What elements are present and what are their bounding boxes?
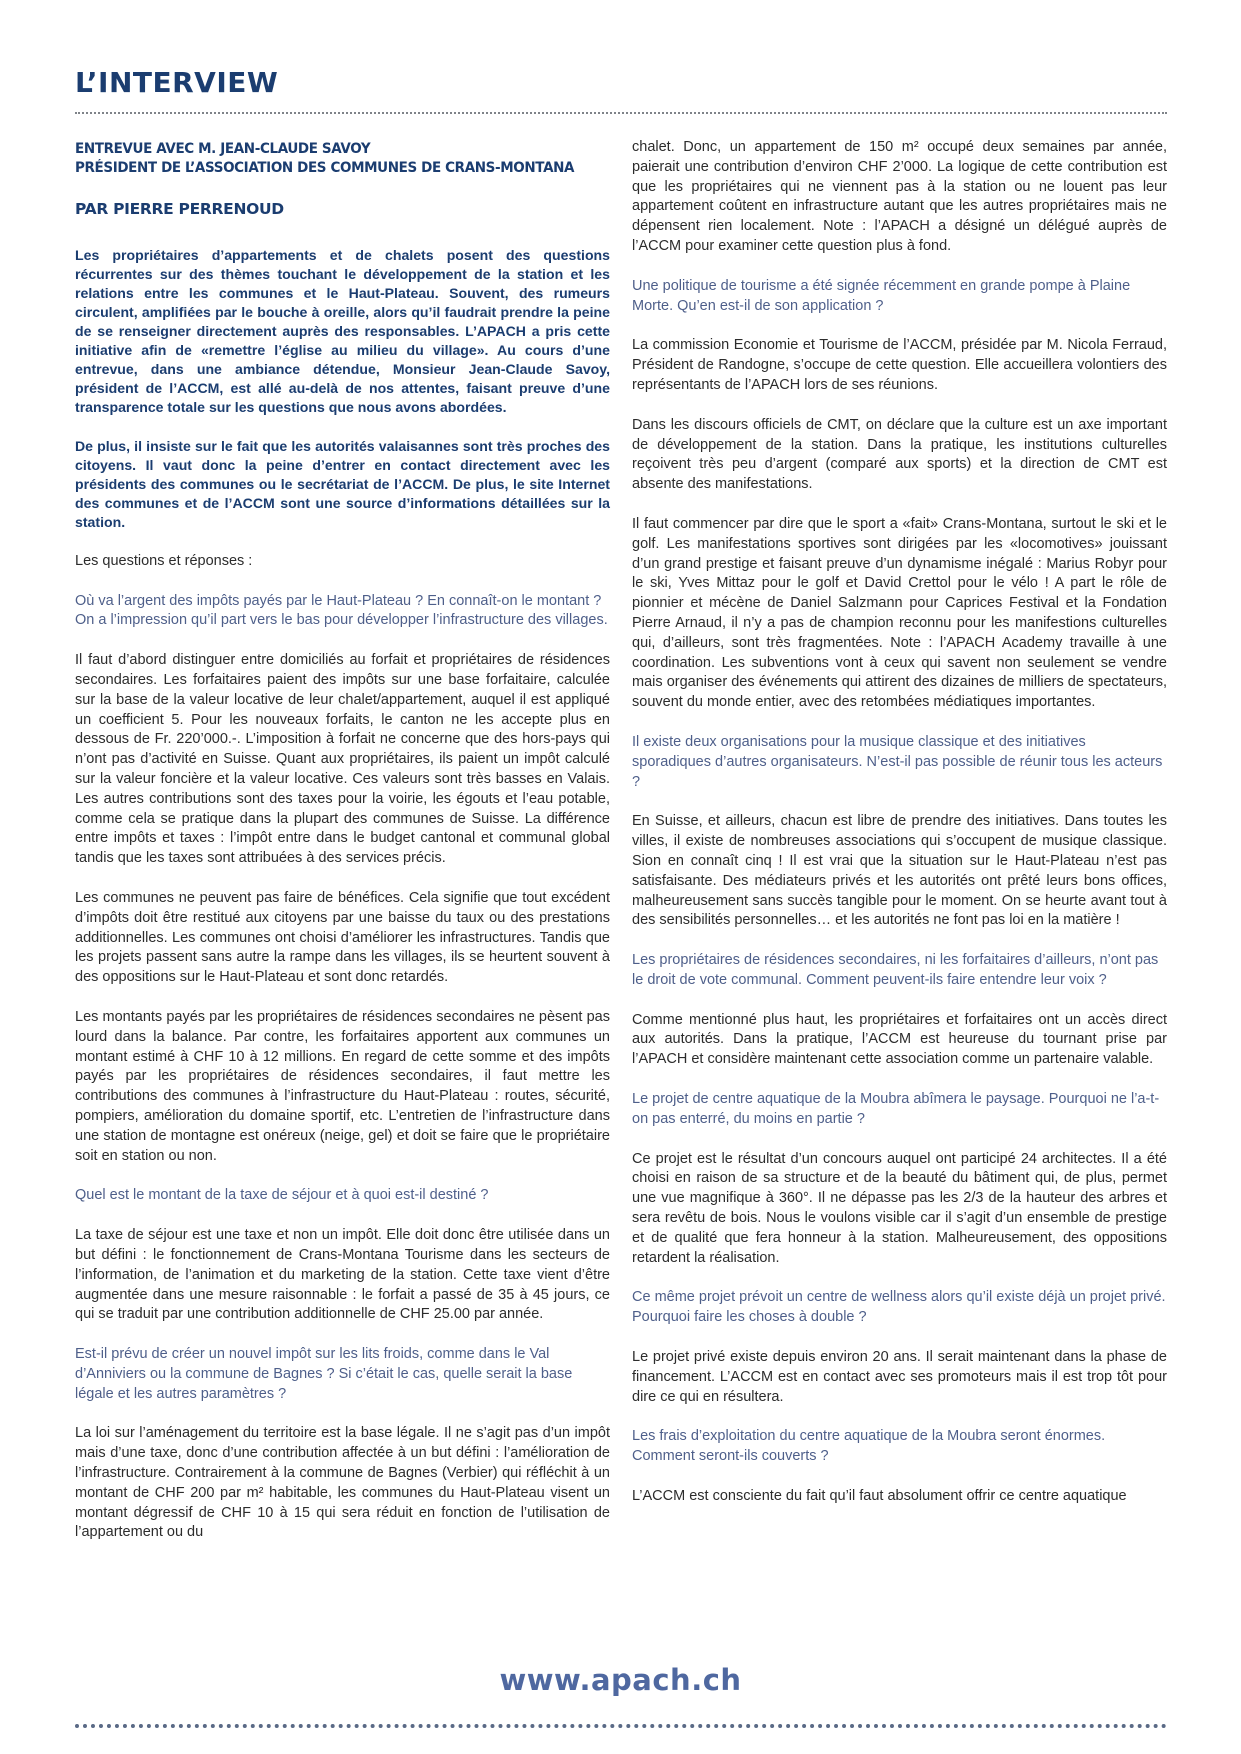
bottom-dotted-divider bbox=[75, 1724, 1167, 1728]
question-paragraph: Où va l’argent des impôts payés par le Haut-Plateau ? En connaît-on le montant ? On a l’impression qu’il part vers le bas pour développer l’infrastructure des villages. bbox=[75, 592, 608, 629]
question-paragraph: Les propriétaires de résidences secondaires, ni les forfaitaires d’ailleurs, n’ont pas le droit de vote communal. Comment peuvent-ils faire entendre leur voix ? bbox=[632, 952, 1159, 988]
answer-paragraph: Les communes ne peuvent pas faire de bénéfices. Cela signifie que tout excédent d’impôts doit être restitué aux citoyens par une baisse du taux ou des prestations additionnelles. Les communes ont choisi d’améliorer les infrastructures. Tandis que les projets passent sans autre la rampe dans les villages, ils se heurtent souvent à des oppositions sur le Haut-Plateau et sont donc retardés. bbox=[75, 889, 610, 986]
intro-paragraph: De plus, il insiste sur le fait que les autorités valaisannes sont très proches des citoyens. Il vaut donc la peine d’entrer en contact directement avec les présidents des communes ou le secrétariat de l’ACCM. De plus, le site Internet des communes et de l’ACCM sont une source d’informations détaillées sur la station. bbox=[75, 437, 610, 530]
answer-paragraph: La commission Economie et Tourisme de l’ACCM, présidée par M. Nicola Ferraud, Président de Randogne, s’occupe de cette question. Elle accueillera volontiers des représentants de l’APACH lors de ses réunions. bbox=[632, 337, 1167, 393]
right-text-flow bbox=[632, 138, 1167, 1507]
answer-paragraph: Dans les discours officiels de CMT, on déclare que la culture est un axe important de développement de la station. Dans la pratique, les institutions culturelles reçoivent très peu d’argent (comparé aux sports) et la direction de CMT est absente des manifestations. bbox=[632, 416, 1167, 493]
answer-paragraph: Il faut commencer par dire que le sport a «fait» Crans-Montana, surtout le ski et le golf. Les manifestations sportives sont dirigées par les «locomotives» jouissant d’un grand prestige et faisant preuve d’un dynamisme inégalé : Marius Robyr pour le ski, Yves Mittaz pour le golf et David Crettol pour le vélo ! A part le rôle de pionnier et mécène de Daniel Salzmann pour Caprices Festival et la Fondation Pierre Arnaud, il n’y a pas de champion reconnu pour les manifestions culturelles qui, d’ailleurs, sont très fragmentées. Note : l’APACH Academy travaille à une coordination. Les subventions vont à ceux qui savent non seulement se vendre mais organiser des événements qui attirent des dizaines de milliers de spectateurs, souvent du monde entier, avec des retombées médiatiques importantes. bbox=[632, 515, 1167, 711]
section-title: L’INTERVIEW bbox=[75, 66, 279, 99]
article-title-line-2: PRÉSIDENT DE L’ASSOCIATION DES COMMUNES DE CRANS-MONTANA bbox=[75, 160, 575, 176]
question-paragraph: Quel est le montant de la taxe de séjour et à quoi est-il destiné ? bbox=[75, 1187, 489, 1204]
question-paragraph: Ce même projet prévoit un centre de wellness alors qu’il existe déjà un projet privé. Pourquoi faire les choses à double ? bbox=[632, 1289, 1166, 1326]
left-text-flow bbox=[75, 592, 610, 1544]
question-paragraph: Une politique de tourisme a été signée récemment en grande pompe à Plaine Morte. Qu’en est-il de son application ? bbox=[632, 277, 1131, 314]
question-paragraph: Est-il prévu de créer un nouvel impôt sur les lits froids, comme dans le Val d’Anniviers ou la commune de Bagnes ? Si c’était le cas, quelle serait la base légale et les autres paramètres ? bbox=[75, 1346, 573, 1402]
left-column bbox=[75, 140, 610, 1563]
lead-text: Les questions et réponses : bbox=[75, 552, 253, 569]
answer-paragraph: Il faut d’abord distinguer entre domiciliés au forfait et propriétaires de résidences secondaires. Les forfaitaires paient des impôts sur une base forfaitaire, calculée sur la base de la valeur locative de leur chalet/appartement, auquel il est appliqué un coefficient 5. Pour les nouveaux forfaits, le canton ne les accepte plus en dessous de Fr. 220’000.-. L’imposition à forfait ne concerne que des hors-pays qui n’ont pas d’activité en Suisse. Quant aux propriétaires, ils paient un impôt calculé sur la valeur foncière et la valeur locative. Ces valeurs sont très basses en Valais. Les autres contributions sont des taxes pour la voirie, les égouts et l’eau potable, comme cela se pratique dans la plupart des communes de Suisse. La différence entre impôts et taxes : l’impôt entre dans le budget cantonal et communal global tandis que les taxes sont attribuées à des services précis. bbox=[75, 652, 610, 867]
question-paragraph: Les frais d’exploitation du centre aquatique de la Moubra seront énormes. Comment seront-ils couverts ? bbox=[632, 1428, 1106, 1465]
answer-paragraph: Comme mentionné plus haut, les propriétaires et forfaitaires ont un accès direct aux autorités. Dans la pratique, l’ACCM est heureuse du tournant prise par l’APACH et considère maintenant cette association comme un partenaire valable. bbox=[632, 1011, 1167, 1068]
article-title-line-1: ENTREVUE AVEC M. JEAN-CLAUDE SAVOY bbox=[75, 141, 371, 157]
answer-paragraph: Le projet privé existe depuis environ 20 ans. Il serait maintenant dans la phase de financement. L’ACCM est en contact avec ses promoteurs mais il est trop tôt pour dire ce qui en résultera. bbox=[632, 1349, 1167, 1405]
answer-paragraph: chalet. Donc, un appartement de 150 m² occupé deux semaines par année, paierait une contribution d’environ CHF 2’000. La logique de cette contribution est que les propriétaires qui ne viennent pas à la station ou ne louent pas leur appartement coûtent en infrastructure autant que les autres propriétaires mais ne dépensent rien localement. Note : l’APACH a désigné un délégué auprès de l’ACCM pour examiner cette question plus à fond. bbox=[632, 139, 1167, 254]
answer-paragraph: En Suisse, et ailleurs, chacun est libre de prendre des initiatives. Dans toutes les villes, il existe de nombreuses associations qui s’occupent de musique classique. Sion en connaît cinq ! Il est vrai que la situation sur le Haut-Plateau n’est pas satisfaisante. Des médiateurs privés et les autorités ont prêté leurs bons offices, malheureusement sans succès tangible pour le moment. On se heurte avant tout à des sensibilités personnelles… et les autorités ne font pas loi en la matière ! bbox=[632, 813, 1167, 929]
question-paragraph: Il existe deux organisations pour la musique classique et des initiatives sporadiques d’autres organisateurs. N’est-il pas possible de réunir tous les acteurs ? bbox=[632, 733, 1163, 790]
answer-paragraph: La loi sur l’aménagement du territoire est la base légale. Il ne s’agit pas d’un impôt mais d’une taxe, donc d’une contribution affectée à un but défini : l’amélioration de l’infrastructure. Contrairement à la commune de Bagnes (Verbier) qui réfléchit à un montant de CHF 200 par m² habitable, les communes du Haut-Plateau visent un montant dégressif de CHF 10 à 15 qui sera réduit en fonction de l’utilisation de l’appartement ou du bbox=[75, 1425, 610, 1541]
question-paragraph: Le projet de centre aquatique de la Moubra abîmera le paysage. Pourquoi ne l’a-t-on pas enterré, du moins en partie ? bbox=[632, 1091, 1160, 1127]
answer-paragraph: L’ACCM est consciente du fait qu’il faut absolument offrir ce centre aquatique bbox=[632, 1488, 1127, 1505]
top-dotted-divider bbox=[75, 112, 1167, 114]
website-url[interactable]: www.apach.ch bbox=[499, 1663, 742, 1697]
right-column bbox=[632, 138, 1167, 1527]
answer-paragraph: Les montants payés par les propriétaires de résidences secondaires ne pèsent pas lourd dans la balance. Par contre, les forfaitaires apportent aux communes un montant estimé à CHF 10 à 12 millions. En regard de cette somme et des impôts payés par les propriétaires de résidences secondaires, il faut mettre les contributions des communes à l’infrastructure du Haut-Plateau : routes, sécurité, pompiers, amélioration du domaine sportif, etc. L’entretien de l’infrastructure dans une station de montagne est onéreux (neige, gel) et doit se faire que le propriétaire soit en station ou non. bbox=[75, 1008, 610, 1164]
intro-paragraph: Les propriétaires d’appartements et de chalets posent des questions récurrentes sur des thèmes touchant le développement de la station et les relations entre les communes et le Haut-Plateau. Souvent, des rumeurs circulent, amplifiées par le bouche à oreille, alors qu’il faudrait prendre la peine de se renseigner directement auprès des responsables. L’APACH a pris cette initiative afin de «remettre l’église au milieu du village». Au cours d’une entrevue, dans une ambiance détendue, Monsieur Jean-Claude Savoy, président de l’ACCM, est allé au-delà de nos attentes, faisant preuve d’une transparence totale sur les questions que nous avons abordées. bbox=[75, 246, 610, 415]
answer-paragraph: Ce projet est le résultat d’un concours auquel ont participé 24 architectes. Il a été choisi en raison de sa structure et de la beauté du bâtiment qui, de plus, permet une vue magnifique à 360°. Il ne dépasse pas les 2/3 de la hauteur des arbres et sera revêtu de bois. Nous le voulons visible car il s’agit d’un ensemble de prestige et de qualité que fera honneur à la station. Malheureusement, des oppositions retardent la réalisation. bbox=[632, 1150, 1167, 1266]
byline: PAR PIERRE PERRENOUD bbox=[75, 200, 284, 218]
answer-paragraph: La taxe de séjour est une taxe et non un impôt. Elle doit donc être utilisée dans un but défini : le fonctionnement de Crans-Montana Tourisme dans les secteurs de l’information, de l’animation et du marketing de la station. Cette taxe vient d’être augmentée dans une mesure raisonnable : le forfait a passé de 35 à 45 jours, ce qui se traduit par une contribution additionnelle de CHF 25.00 par année. bbox=[75, 1227, 610, 1323]
